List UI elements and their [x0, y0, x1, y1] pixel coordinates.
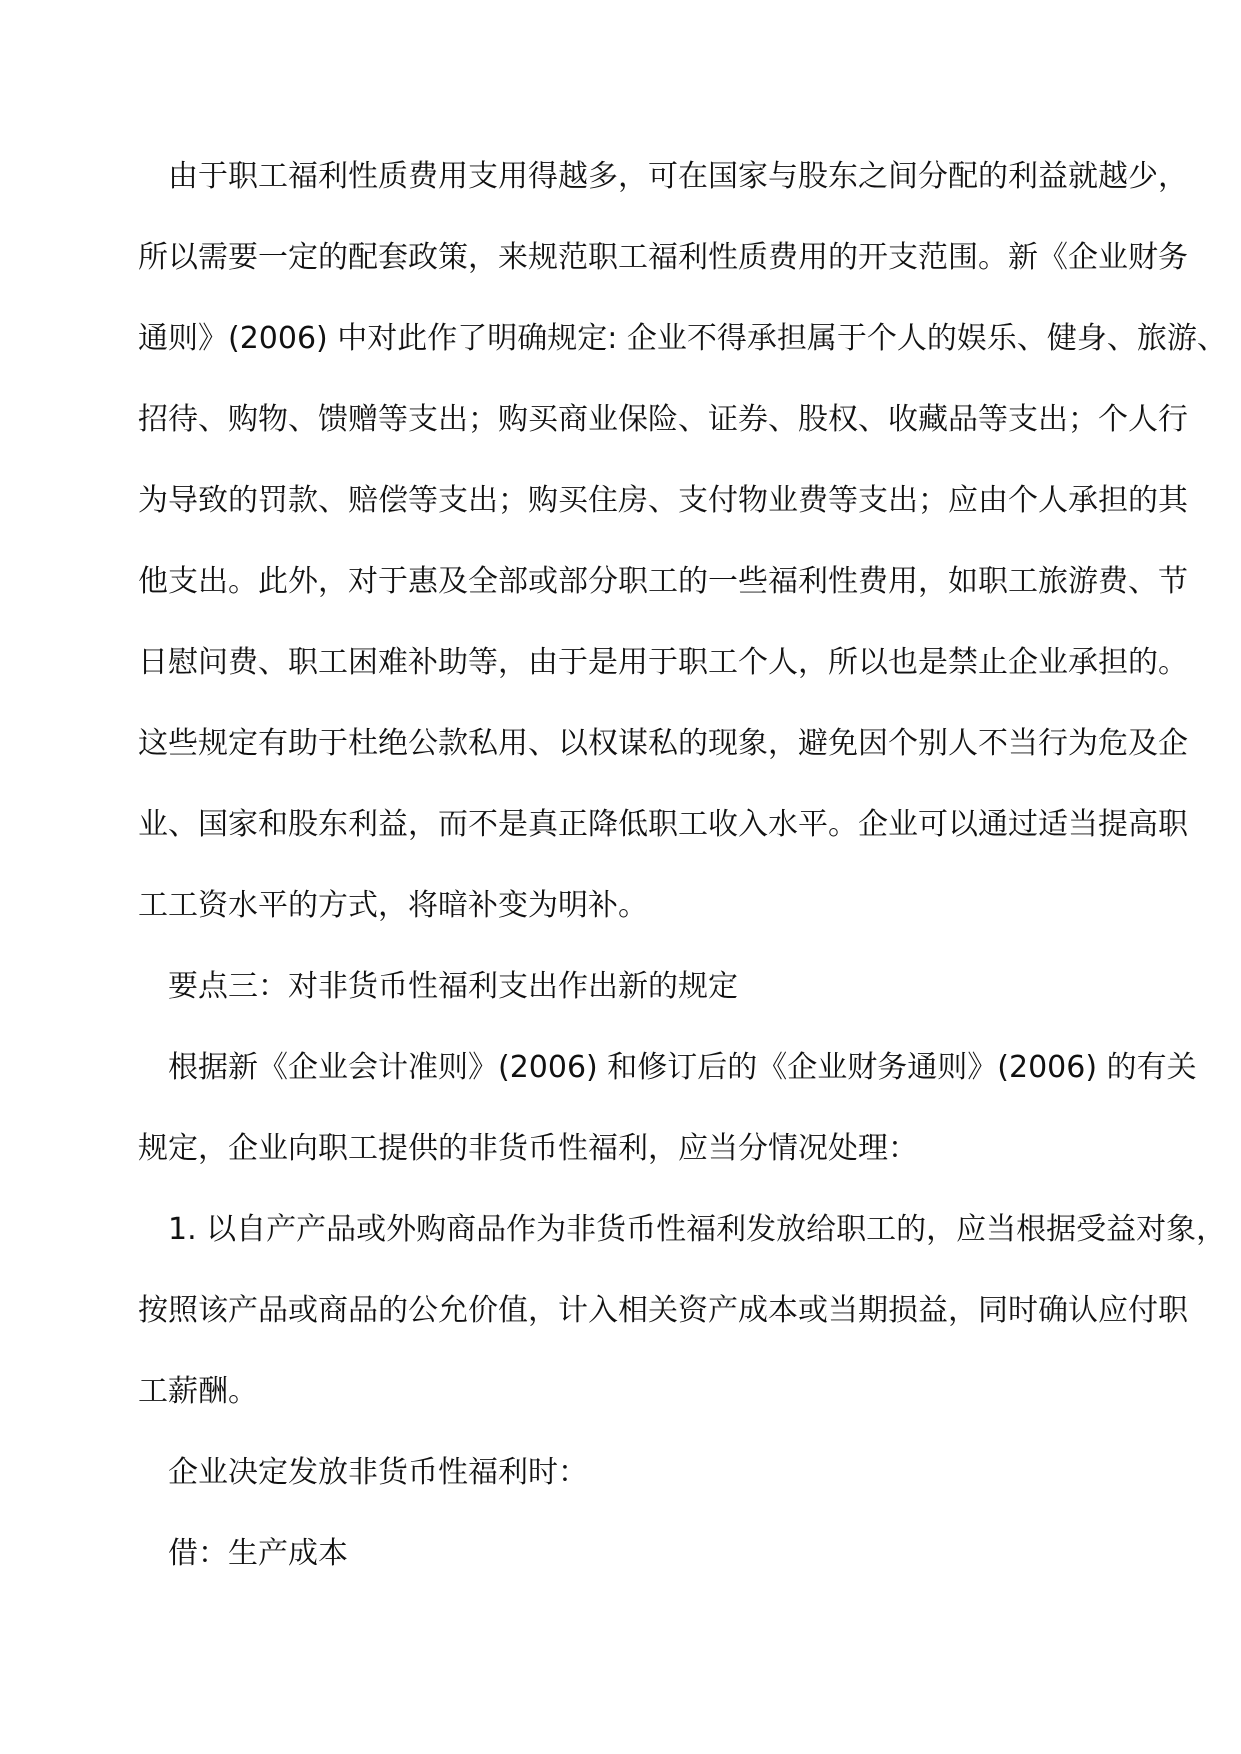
- paragraph-welfare-expense-rules: [108, 136, 1227, 946]
- text-line: 他支出。此外，对于惠及全部或部分职工的一些福利性费用，如职工旅游费、节: [138, 564, 1188, 599]
- text-line: 工工资水平的方式，将暗补变为明补。: [138, 888, 648, 923]
- text-line: 按照该产品或商品的公允价值，计入相关资产成本或当期损益，同时确认应付职: [138, 1293, 1188, 1328]
- paragraph-journal-debit: [108, 1513, 1132, 1594]
- text-line: 根据新《企业会计准则》(2006) 和修订后的《企业财务通则》(2006) 的有关: [168, 1050, 1197, 1085]
- text-line: 日慰问费、职工困难补助等，由于是用于职工个人，所以也是禁止企业承担的。: [138, 645, 1188, 680]
- text-line: 所以需要一定的配套政策，来规范职工福利性质费用的开支范围。新《企业财务: [138, 240, 1188, 275]
- text-line: 企业决定发放非货币性福利时：: [168, 1455, 588, 1490]
- text-line: 工薪酬。: [138, 1374, 258, 1409]
- text-line: 业、国家和股东利益，而不是真正降低职工收入水平。企业可以通过适当提高职: [138, 807, 1188, 842]
- text-line: 由于职工福利性质费用支用得越多，可在国家与股东之间分配的利益就越少，: [168, 159, 1188, 194]
- text-line: 这些规定有助于杜绝公款私用、以权谋私的现象，避免因个别人不当行为危及企: [138, 726, 1188, 761]
- section-heading: 要点三：对非货币性福利支出作出新的规定: [168, 969, 738, 1004]
- text-line: 规定，企业向职工提供的非货币性福利，应当分情况处理：: [138, 1131, 918, 1166]
- document-page: [108, 136, 1227, 1594]
- paragraph-decision-time: [108, 1432, 1132, 1513]
- text-line: 通则》(2006) 中对此作了明确规定: 企业不得承担属于个人的娱乐、健身、旅游、: [138, 321, 1227, 356]
- journal-entry-line: 借：生产成本: [168, 1536, 348, 1571]
- section-heading-point-three: [108, 946, 1132, 1027]
- text-line: 招待、购物、馈赠等支出；购买商业保险、证券、股权、收藏品等支出；个人行: [138, 402, 1188, 437]
- text-line: 1. 以自产产品或外购商品作为非货币性福利发放给职工的，应当根据受益对象，: [168, 1212, 1227, 1247]
- paragraph-standards-reference: [108, 1027, 1197, 1189]
- paragraph-item-one: [108, 1189, 1227, 1432]
- text-line: 为导致的罚款、赔偿等支出；购买住房、支付物业费等支出；应由个人承担的其: [138, 483, 1188, 518]
